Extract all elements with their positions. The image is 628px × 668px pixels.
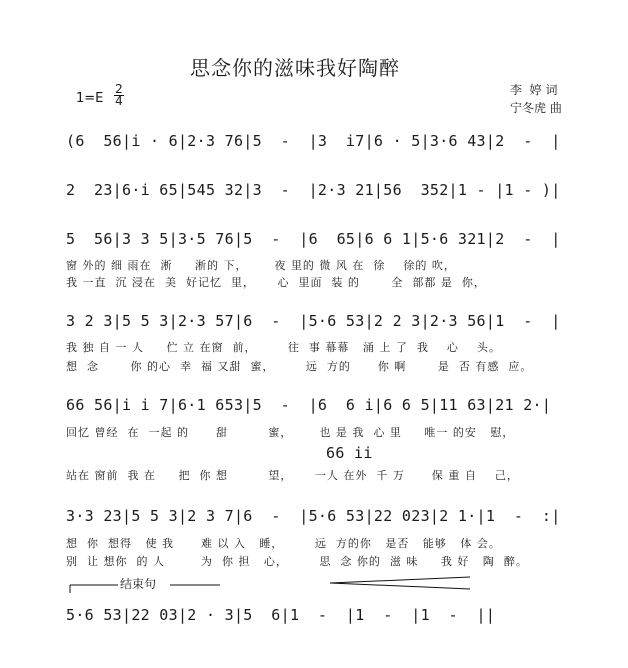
- score-line-7: 3·3 23|5 5 3|2 3 7|6 - |5·6 53|22 023|2 1·|1 - :|: [66, 507, 561, 525]
- lyricist-credit: 李 婷 词: [510, 83, 558, 97]
- score-line-6: 66 ii: [326, 444, 373, 462]
- score-line-8: 5·6 53|22 03|2 · 3|5 6|1 - |1 - |1 - ||: [66, 606, 496, 624]
- score-line-5: 66 56|i i 7|6·1 653|5 - |6 6 i|6 6 5|11 63|21 2·|: [66, 396, 552, 414]
- composer-credit: 宁冬虎 曲: [510, 101, 562, 115]
- lyric-line-4b: 想 念 你 的心 幸 福 又甜 蜜， 远 方的 你 啊 是 否 有感 应。: [66, 360, 533, 373]
- key-signature: 1=E: [76, 91, 104, 106]
- lyric-line-3a: 窗 外的 细 雨在 淅 淅的 下， 夜 里的 微 风 在 徐 徐的 吹，: [66, 259, 456, 272]
- lyric-line-7b: 别 让 想你 的 人 为 你 担 心， 思 念 你的 滋 味 我 好 陶 醉。: [66, 555, 528, 568]
- ending-label: 结束句: [120, 577, 157, 591]
- ending-bracket: [60, 575, 580, 605]
- score-line-4: 3 2 3|5 5 3|2·3 57|6 - |5·6 53|2 2 3|2·3 56|1 - |: [66, 312, 561, 330]
- lyric-line-7a: 想 你 想得 使 我 难 以 入 睡， 远 方的你 是否 能够 体 会。: [66, 537, 501, 550]
- time-signature: [114, 84, 124, 107]
- score-line-2: 2 23|6·i 65|545 32|3 - |2·3 21|56 352|1 - |1 - )|: [66, 181, 561, 199]
- song-title: 思念你的滋味我好陶醉: [190, 56, 400, 80]
- lyric-line-5: 回忆 曾经 在 一起 的 甜 蜜， 也 是 我 心 里 唯一 的安 慰，: [66, 426, 515, 439]
- lyric-line-3b: 我 一直 沉 浸在 美 好记忆 里， 心 里面 装 的 全 部都 是 你，: [66, 276, 486, 289]
- score-line-1: (6 56|i · 6|2·3 76|5 - |3 i7|6 · 5|3·6 43|2 - |: [66, 132, 561, 150]
- time-signature-top: 2: [115, 82, 123, 96]
- score-line-3: 5 56|3 3 5|3·5 76|5 - |6 65|6 6 1|5·6 321|2 - |: [66, 230, 561, 248]
- lyric-line-4a: 我 独 自 一 人 伫 立 在窗 前， 往 事 幕幕 涌 上 了 我 心 头。: [66, 341, 501, 354]
- time-signature-bottom: 4: [115, 94, 123, 108]
- lyric-line-6: 站在 窗前 我 在 把 你 想 望， 一人 在外 千 万 保 重 自 己，: [66, 469, 519, 482]
